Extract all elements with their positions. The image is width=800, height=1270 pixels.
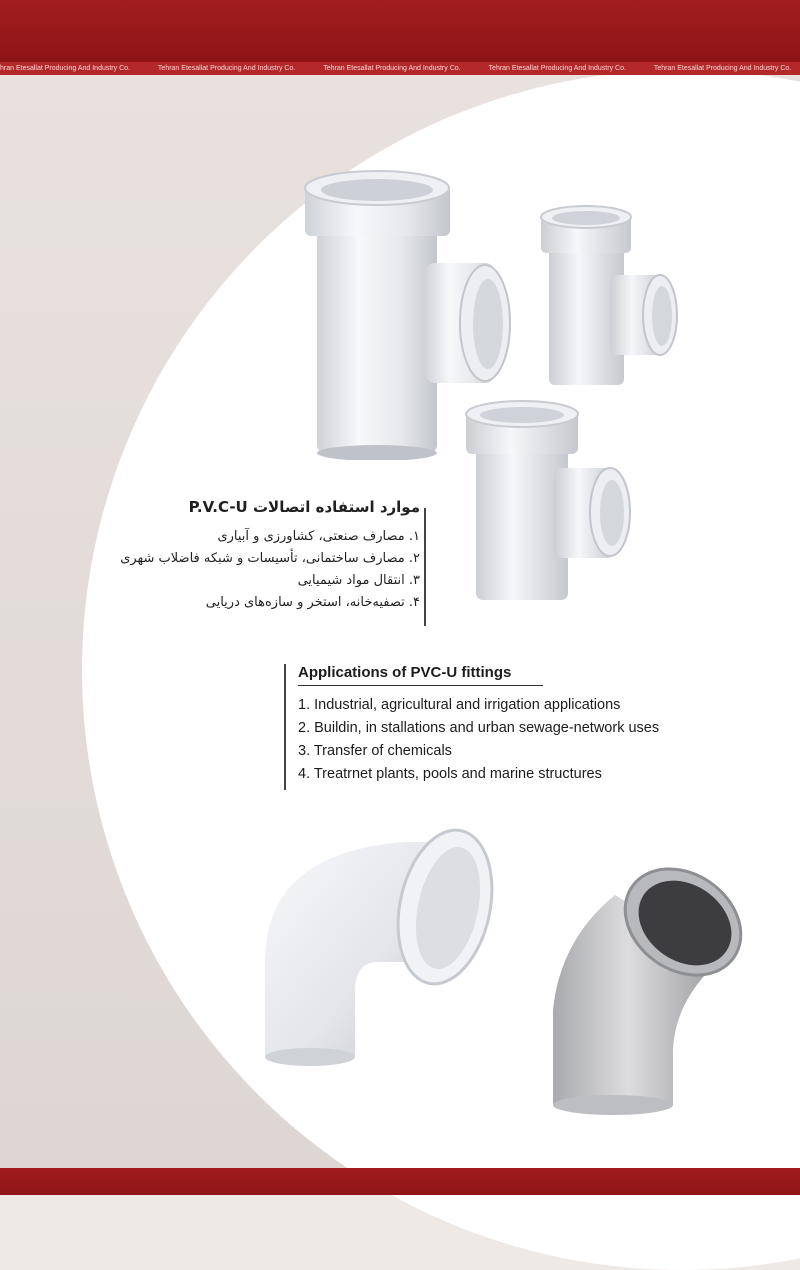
english-divider [284,664,286,790]
persian-applications [120,498,420,614]
medium-tee-fitting [462,400,637,605]
english-item: 4. Treatrnet plants, pools and marine structures [298,766,602,782]
persian-item: ۱. مصارف صنعتی، کشاورزی و آبیاری [217,529,420,544]
top-red-band [0,0,800,62]
strip-text: Tehran Etesallat Producing And Industry Co. [653,65,792,72]
bottom-red-band [0,1168,800,1195]
persian-divider [424,508,426,626]
english-item: 1. Industrial, agricultural and irrigation applications [298,697,621,713]
company-name-strip [0,62,800,75]
elbow-90-fitting [255,812,505,1067]
elbow-45-fitting [545,850,755,1118]
english-item: 2. Buildin, in stallations and urban sewage-network uses [298,720,660,736]
english-item: 3. Transfer of chemicals [298,743,452,759]
small-tee-fitting [535,205,685,390]
strip-text: Tehran Etesallat Producing And Industry Co. [157,65,296,72]
english-title: Applications of PVC-U fittings [298,664,512,681]
persian-item: ۴. تصفیه‌خانه، استخر و سازه‌های دریایی [205,595,420,610]
persian-item: ۲. مصارف ساختمانی، تأسیسات و شبکه فاضلاب شهری [120,551,420,566]
strip-text: Tehran Etesallat Producing And Industry Co. [488,65,626,72]
english-applications [298,664,659,786]
strip-text: Tehran Etesallat Producing And Industry Co. [323,65,461,72]
english-title-rule [298,685,543,686]
strip-text: hran Etesallat Producing And Industry Co. [0,65,130,72]
persian-item: ۳. انتقال مواد شیمیایی [297,573,420,588]
persian-title: موارد استفاده اتصالات P.V.C-U [188,498,420,516]
